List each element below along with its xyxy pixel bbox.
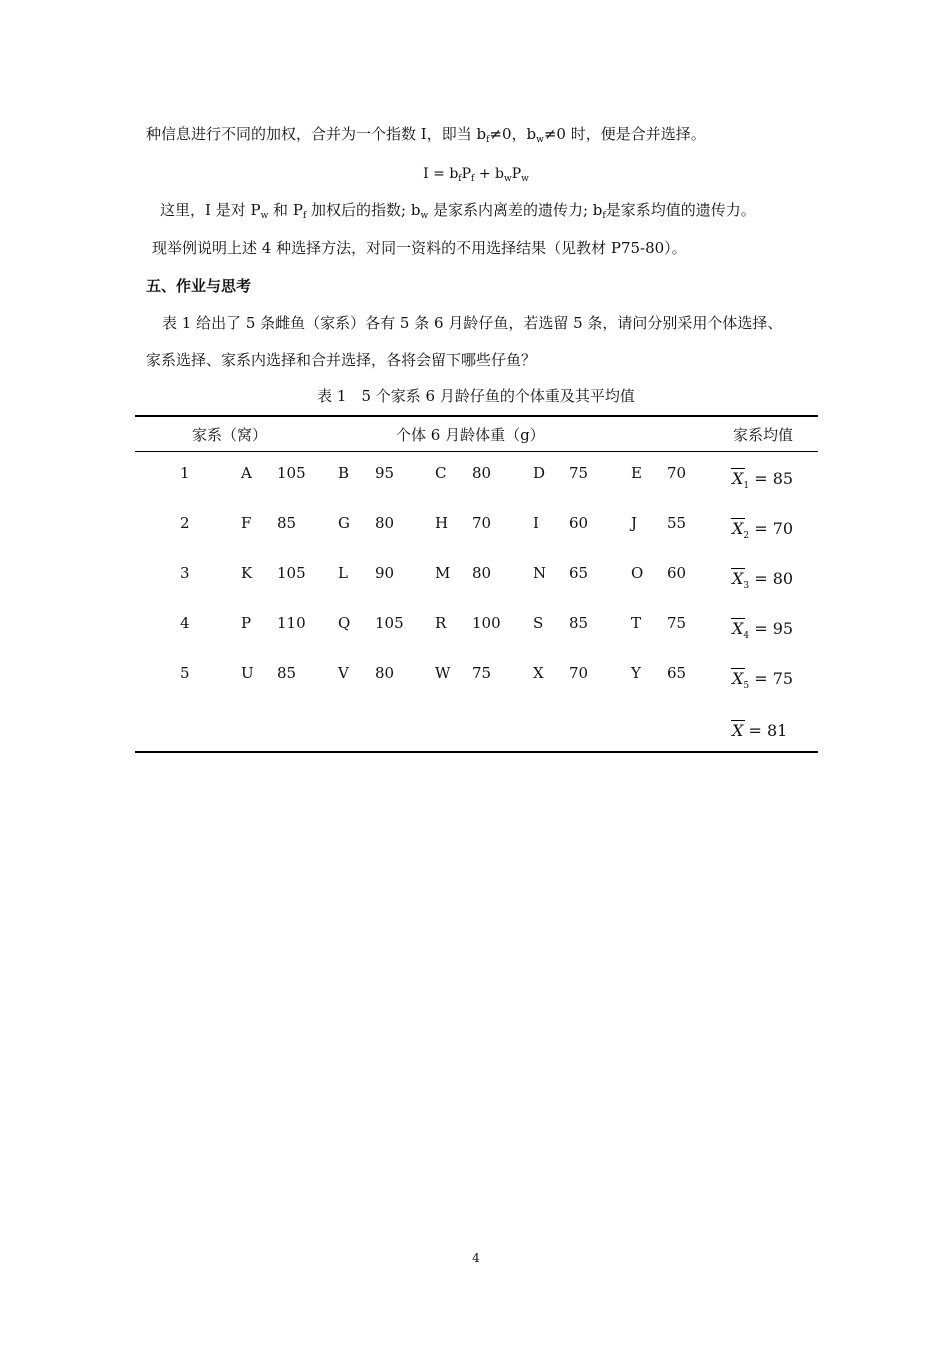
table-bottom-rule <box>135 751 818 753</box>
para2-text-1: 这里，I 是对 P <box>160 201 261 219</box>
paragraph-3: 现举例说明上述 4 种选择方法，对同一资料的不用选择结果（见教材 P75-80）。 <box>152 239 687 257</box>
fish-weight: 70 <box>472 514 492 532</box>
family-mean <box>732 568 793 597</box>
fish-label: U <box>241 664 254 682</box>
family-id: 2 <box>180 514 190 532</box>
fish-label: C <box>435 464 447 482</box>
para2-sub-2: f <box>302 211 307 221</box>
fish-label: P <box>241 614 252 632</box>
fish-weight: 80 <box>375 664 395 682</box>
fish-weight: 80 <box>375 514 395 532</box>
family-id: 1 <box>180 464 190 482</box>
family-mean-subscript: 4 <box>743 631 750 641</box>
fish-label: Y <box>631 664 641 682</box>
fish-weight: 75 <box>569 464 589 482</box>
fish-label: O <box>631 564 644 582</box>
fish-label: I <box>533 514 539 532</box>
fish-weight: 80 <box>472 464 492 482</box>
fish-weight: 85 <box>569 614 589 632</box>
fish-label: S <box>533 614 544 632</box>
para1-sub-f: f <box>486 135 490 145</box>
fish-label: B <box>338 464 350 482</box>
family-mean <box>732 468 793 497</box>
formula-part-4: P <box>511 166 522 182</box>
fish-label: F <box>241 514 252 532</box>
overall-mean-value: = 81 <box>743 721 788 740</box>
header-weight: 个体 6 月龄体重（g） <box>396 426 545 444</box>
formula-sub-2: f <box>471 174 475 184</box>
para2-text-4: 是家系内离差的遗传力; b <box>428 201 603 219</box>
fish-weight: 105 <box>277 464 306 482</box>
family-mean <box>732 668 793 697</box>
para2-sub-3: w <box>420 211 429 221</box>
fish-label: H <box>435 514 449 532</box>
fish-weight: 105 <box>277 564 306 582</box>
family-mean-subscript: 1 <box>743 481 750 491</box>
family-id: 5 <box>180 664 190 682</box>
fish-label: V <box>338 664 349 682</box>
fish-weight: 55 <box>667 514 687 532</box>
paragraph-1 <box>146 124 706 144</box>
fish-weight: 65 <box>569 564 589 582</box>
family-mean <box>732 518 793 547</box>
family-mean-symbol: X <box>732 469 744 488</box>
paragraph-2 <box>160 200 756 220</box>
fish-label: L <box>338 564 348 582</box>
fish-label: K <box>241 564 253 582</box>
family-mean-value: = 80 <box>749 569 794 588</box>
fish-weight: 70 <box>569 664 589 682</box>
overall-mean-symbol: X <box>732 721 744 740</box>
fish-label: E <box>631 464 642 482</box>
section-heading: 五、作业与思考 <box>146 277 252 295</box>
fish-weight: 110 <box>277 614 306 632</box>
para2-text-3: 加权后的指数; b <box>306 201 421 219</box>
family-mean-symbol: X <box>732 619 744 638</box>
fish-weight: 95 <box>375 464 395 482</box>
formula-part-2: P <box>461 166 472 182</box>
fish-weight: 60 <box>569 514 589 532</box>
family-mean-symbol: X <box>732 569 744 588</box>
fish-label: A <box>241 464 252 482</box>
fish-weight: 65 <box>667 664 687 682</box>
fish-label: J <box>631 514 638 532</box>
para2-text-5: 是家系均值的遗传力。 <box>605 201 756 219</box>
table-header-rule <box>135 451 818 452</box>
para2-text-2: 和 P <box>268 201 303 219</box>
fish-label: R <box>435 614 447 632</box>
paragraph-4-line-1: 表 1 给出了 5 条雌鱼（家系）各有 5 条 6 月龄仔鱼，若选留 5 条，请问分别采用个体选择、 <box>162 314 783 332</box>
family-id: 4 <box>180 614 190 632</box>
family-mean-subscript: 3 <box>743 581 750 591</box>
family-mean-value: = 85 <box>749 469 794 488</box>
table-caption: 表 1 5 个家系 6 月龄仔鱼的个体重及其平均值 <box>317 387 635 405</box>
family-mean-subscript: 2 <box>743 531 750 541</box>
fish-label: T <box>631 614 642 632</box>
fish-weight: 60 <box>667 564 687 582</box>
fish-label: Q <box>338 614 351 632</box>
family-mean-value: = 70 <box>749 519 794 538</box>
formula-sub-3: w <box>503 174 512 184</box>
para1-sub-w: w <box>536 135 544 145</box>
paragraph-4-line-2: 家系选择、家系内选择和合并选择，各将会留下哪些仔鱼？ <box>146 351 537 369</box>
fish-weight: 105 <box>375 614 404 632</box>
fish-weight: 70 <box>667 464 687 482</box>
fish-label: D <box>533 464 546 482</box>
para1-text-c: ≠0 时，便是合并选择。 <box>543 125 706 143</box>
fish-label: G <box>338 514 350 532</box>
fish-label: X <box>533 664 544 682</box>
fish-weight: 85 <box>277 514 297 532</box>
para1-text-b: ≠0，b <box>489 125 537 143</box>
fish-label: N <box>533 564 547 582</box>
para2-sub-4: f <box>602 211 606 221</box>
family-mean-subscript: 5 <box>743 681 750 691</box>
fish-label: W <box>435 664 451 682</box>
para2-sub-1: w <box>260 211 269 221</box>
family-mean-value: = 75 <box>749 669 794 688</box>
overall-mean <box>732 720 787 742</box>
page-number: 4 <box>472 1251 480 1265</box>
fish-label: M <box>435 564 451 582</box>
formula-sub-4: w <box>521 174 529 184</box>
index-formula <box>0 164 952 184</box>
fish-weight: 80 <box>472 564 492 582</box>
formula-part-1: I = b <box>423 166 459 182</box>
fish-weight: 90 <box>375 564 395 582</box>
para1-text-a: 种信息进行不同的加权，合并为一个指数 I，即当 b <box>146 125 487 143</box>
fish-weight: 75 <box>667 614 687 632</box>
header-family: 家系（窝） <box>192 426 268 444</box>
family-id: 3 <box>180 564 190 582</box>
family-mean <box>732 618 793 647</box>
formula-part-3: + b <box>474 166 504 182</box>
table-top-rule <box>135 415 818 417</box>
family-mean-symbol: X <box>732 519 744 538</box>
family-mean-symbol: X <box>732 669 744 688</box>
header-mean: 家系均值 <box>733 426 794 444</box>
fish-weight: 85 <box>277 664 297 682</box>
fish-weight: 100 <box>472 614 501 632</box>
fish-weight: 75 <box>472 664 492 682</box>
family-mean-value: = 95 <box>749 619 794 638</box>
formula-sub-1: f <box>458 174 462 184</box>
